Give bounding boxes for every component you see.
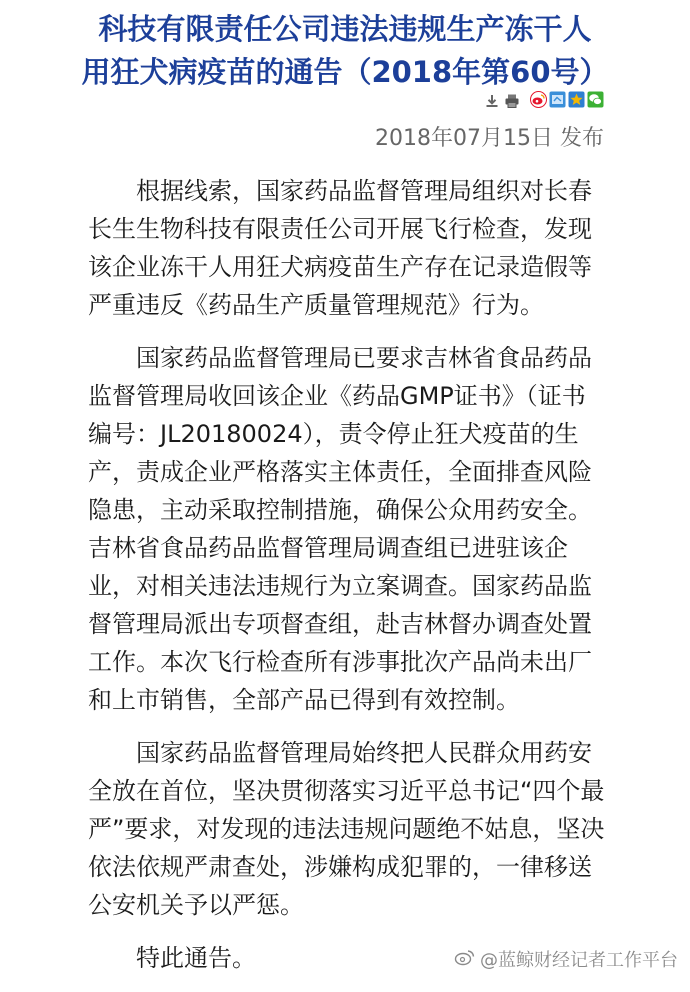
star-share-icon[interactable] <box>568 91 584 107</box>
title-line-1: 科技有限责任公司违法违规生产冻干人 <box>98 12 592 46</box>
text-line: 吉林省食品药品监督管理局调查组已进驻该企 <box>88 534 568 562</box>
page-title <box>0 8 690 94</box>
qzone-share-icon[interactable] <box>549 91 565 107</box>
weibo-logo-icon <box>454 948 476 973</box>
text-line: 编号：JL20180024），责令停止狂犬疫苗的生 <box>88 420 579 448</box>
watermark-text: @蓝鲸财经记者工作平台 <box>480 949 678 971</box>
wechat-share-icon[interactable] <box>587 91 603 107</box>
text-line: 特此通告。 <box>88 944 256 972</box>
publish-date: 2018年07月15日 发布 <box>375 126 604 151</box>
tool-group <box>484 93 520 109</box>
text-line: 国家药品监督管理局已要求吉林省食品药品 <box>88 344 592 372</box>
download-icon[interactable] <box>484 93 500 109</box>
text-line: 隐患，主动采取控制措施，确保公众用药安全。 <box>88 496 592 524</box>
weibo-share-icon[interactable] <box>530 91 546 107</box>
text-line: 和上市销售，全部产品已得到有效控制。 <box>88 686 520 714</box>
article-body <box>88 172 608 992</box>
share-group <box>530 91 603 107</box>
title-line-2: 用狂犬病疫苗的通告（2018年第60号） <box>81 55 609 89</box>
watermark <box>454 948 678 973</box>
text-line: 根据线索，国家药品监督管理局组织对长春 <box>88 177 592 205</box>
paragraph-3 <box>88 734 608 924</box>
text-line: 严”要求，对发现的违法违规问题绝不姑息，坚决 <box>88 815 605 843</box>
text-line: 工作。本次飞行检查所有涉事批次产品尚未出厂 <box>88 648 592 676</box>
text-line: 公安机关予以严惩。 <box>88 891 304 919</box>
text-line: 该企业冻干人用狂犬病疫苗生产存在记录造假等 <box>88 253 592 281</box>
text-line: 监督管理局收回该企业《药品GMP证书》（证书 <box>88 382 586 410</box>
text-line: 业，对相关违法违规行为立案调查。国家药品监 <box>88 572 592 600</box>
text-line: 严重违反《药品生产质量管理规范》行为。 <box>88 291 544 319</box>
paragraph-1 <box>88 172 608 324</box>
text-line: 全放在首位，坚决贯彻落实习近平总书记“四个最 <box>88 777 605 805</box>
text-line: 督管理局派出专项督查组，赴吉林督办调查处置 <box>88 610 592 638</box>
text-line: 国家药品监督管理局始终把人民群众用药安 <box>88 739 592 767</box>
print-icon[interactable] <box>504 93 520 109</box>
paragraph-2 <box>88 339 608 719</box>
text-line: 依法依规严肃查处，涉嫌构成犯罪的，一律移送 <box>88 853 592 881</box>
text-line: 长生生物科技有限责任公司开展飞行检查，发现 <box>88 215 592 243</box>
text-line: 产，责成企业严格落实主体责任，全面排查风险 <box>88 458 592 486</box>
